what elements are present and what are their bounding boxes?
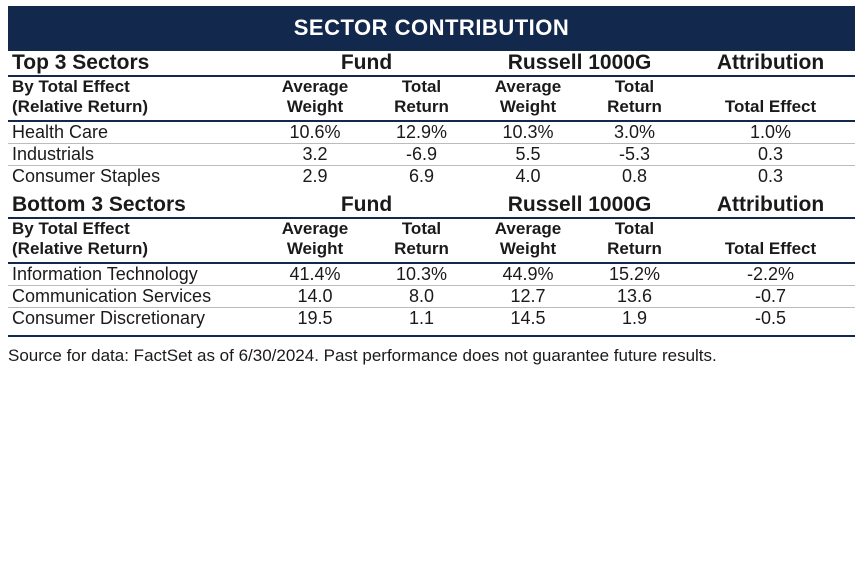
benchmark-average-weight: 4.0 [515,166,541,187]
sub-name-top-line2: (Relative Return) [8,97,260,121]
sub-fund-total-return-top-line1: Total [401,77,442,96]
fund-average-weight: 3.2 [260,144,370,166]
source-footnote: Source for data: FactSet as of 6/30/2024. Past performance does not guarantee future results. [8,335,855,366]
sector-contribution-table [8,51,855,329]
group-header-row-bottom [8,193,855,218]
sub-bm-avg-weight-top-line1: Average [494,77,562,96]
sector-name: Consumer Discretionary [12,308,206,329]
fund-average-weight: 41.4% [260,263,370,286]
group-label-benchmark-bottom: Russell 1000G [473,193,686,218]
sub-bm-avg-weight-bottom-line2: Weight [473,239,583,263]
sub-attr-spacer-top [686,76,855,97]
sub-bm-total-return-bottom-line2: Return [583,239,686,263]
sector-name: Information Technology [8,263,260,286]
total-effect: 1.0% [686,121,855,144]
fund-total-return: 10.3% [370,263,473,286]
fund-total-return: -6.9 [370,144,473,166]
sector-name: Health Care [8,121,260,144]
fund-average-weight: 10.6% [260,121,370,144]
sector-name: Consumer Staples [12,166,161,187]
sector-name: Industrials [8,144,260,166]
total-effect: 0.3 [757,166,784,187]
group-label-top: Top 3 Sectors [8,51,260,76]
benchmark-total-return: 1.9 [621,308,648,329]
benchmark-average-weight: 10.3% [473,121,583,144]
sub-attr-total-effect-top: Total Effect [686,97,855,121]
benchmark-average-weight: 5.5 [473,144,583,166]
benchmark-average-weight: 44.9% [473,263,583,286]
fund-total-return: 12.9% [370,121,473,144]
group-label-attribution-top: Attribution [686,51,855,76]
sub-name-bottom-line2: (Relative Return) [8,239,260,263]
benchmark-total-return: 3.0% [583,121,686,144]
sub-fund-total-return-top-line2: Return [370,97,473,121]
sub-bm-avg-weight-top-line2: Weight [473,97,583,121]
total-effect: 0.3 [686,144,855,166]
benchmark-total-return: 0.8 [621,166,648,187]
sub-header-row-top-line1 [8,76,855,97]
sub-header-row-top-line2 [8,97,855,121]
sub-fund-avg-weight-bottom-line2: Weight [260,239,370,263]
sub-bm-total-return-top-line1: Total [614,77,655,96]
fund-total-return: 1.1 [408,308,435,329]
sub-attr-total-effect-bottom: Total Effect [686,239,855,263]
benchmark-total-return: 13.6 [583,286,686,308]
total-effect: -0.7 [686,286,855,308]
table-row [8,286,855,308]
group-label-attribution-bottom: Attribution [686,193,855,218]
sub-name-top-line1: By Total Effect [12,77,130,96]
sub-attr-spacer-bottom [686,218,855,239]
table-row [8,121,855,144]
sub-bm-total-return-top-line2: Return [583,97,686,121]
group-header-row-top [8,51,855,76]
group-label-fund-top: Fund [260,51,473,76]
table-row [8,166,855,188]
sub-bm-avg-weight-bottom-line1: Average [494,219,562,239]
table-row [8,263,855,286]
fund-average-weight: 2.9 [302,166,328,187]
table-row [8,308,855,330]
fund-average-weight: 14.0 [260,286,370,308]
sector-contribution-card [0,6,863,562]
sub-bm-total-return-bottom-line1: Total [614,219,655,239]
total-effect: -0.5 [754,308,787,329]
page-title: SECTOR CONTRIBUTION [8,6,855,51]
sector-name: Communication Services [8,286,260,308]
group-label-benchmark-top: Russell 1000G [473,51,686,76]
fund-total-return: 8.0 [370,286,473,308]
benchmark-average-weight: 12.7 [473,286,583,308]
total-effect: -2.2% [686,263,855,286]
benchmark-total-return: -5.3 [583,144,686,166]
fund-average-weight: 19.5 [297,308,333,329]
benchmark-total-return: 15.2% [583,263,686,286]
sub-header-row-bottom-line1 [8,218,855,239]
sub-fund-avg-weight-top-line1: Average [281,77,349,96]
sub-fund-total-return-bottom-line2: Return [370,239,473,263]
benchmark-average-weight: 14.5 [510,308,546,329]
fund-total-return: 6.9 [408,166,435,187]
table-row [8,144,855,166]
sub-name-bottom-line1: By Total Effect [12,219,130,239]
sub-fund-avg-weight-bottom-line1: Average [281,219,349,239]
group-label-fund-bottom: Fund [260,193,473,218]
sub-fund-avg-weight-top-line2: Weight [260,97,370,121]
sub-fund-total-return-bottom-line1: Total [401,219,442,239]
group-label-bottom: Bottom 3 Sectors [8,193,260,218]
sub-header-row-bottom-line2 [8,239,855,263]
